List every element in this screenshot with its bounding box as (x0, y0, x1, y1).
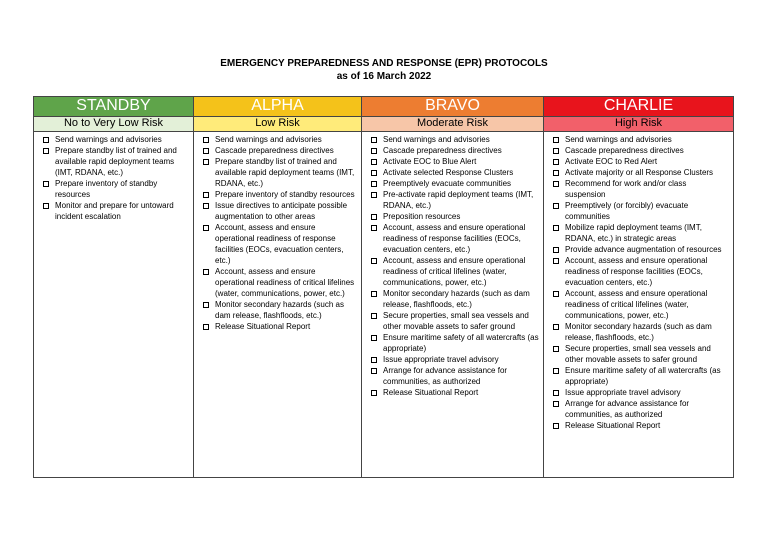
header-bravo: BRAVO (362, 97, 544, 117)
checkbox-bullet-icon (553, 324, 559, 330)
action-item (366, 189, 539, 211)
action-item (548, 145, 729, 156)
action-item (198, 266, 357, 299)
title-line-1: EMERGENCY PREPAREDNESS AND RESPONSE (EPR) PROTOCOLS (220, 58, 548, 69)
action-text: Account, assess and ensure operational readiness of response facilities (EOCs, evacuation centers, etc.) (565, 256, 708, 287)
checkbox-bullet-icon (203, 269, 209, 275)
actions-bravo (362, 132, 544, 478)
risk-bravo: Moderate Risk (362, 117, 544, 132)
action-item (38, 200, 189, 222)
action-item (366, 178, 539, 189)
risk-alpha: Low Risk (194, 117, 362, 132)
epr-protocols-table (33, 96, 734, 478)
checkbox-bullet-icon (553, 390, 559, 396)
action-item (198, 145, 357, 156)
checkbox-bullet-icon (371, 335, 377, 341)
action-item (548, 420, 729, 431)
checkbox-bullet-icon (203, 225, 209, 231)
action-text: Ensure maritime safety of all watercrafts (as appropriate) (565, 366, 721, 386)
action-item (38, 178, 189, 200)
action-text: Cascade preparedness directives (565, 146, 684, 155)
action-item (366, 222, 539, 255)
action-text: Arrange for advance assistance for communities, as authorized (383, 366, 508, 386)
action-text: Prepare inventory of standby resources (55, 179, 158, 199)
action-item (548, 365, 729, 387)
action-item (198, 189, 357, 200)
checkbox-bullet-icon (203, 159, 209, 165)
action-item (366, 145, 539, 156)
alert-level-header-row (34, 97, 734, 117)
action-text: Release Situational Report (565, 421, 661, 430)
action-text: Issue appropriate travel advisory (565, 388, 681, 397)
action-text: Monitor secondary hazards (such as dam release, flashfloods, etc.) (383, 289, 530, 309)
checkbox-bullet-icon (553, 291, 559, 297)
action-text: Activate majority or all Response Clusters (565, 168, 714, 177)
action-text: Monitor secondary hazards (such as dam release, flashfloods, etc.) (565, 322, 712, 342)
checkbox-bullet-icon (553, 423, 559, 429)
action-item (548, 398, 729, 420)
action-text: Arrange for advance assistance for communities, as authorized (565, 399, 690, 419)
action-item (548, 343, 729, 365)
checkbox-bullet-icon (371, 291, 377, 297)
checkbox-bullet-icon (203, 302, 209, 308)
checkbox-bullet-icon (371, 159, 377, 165)
action-item (198, 321, 357, 332)
checkbox-bullet-icon (371, 313, 377, 319)
action-text: Activate selected Response Clusters (383, 168, 514, 177)
checkbox-bullet-icon (553, 225, 559, 231)
checkbox-bullet-icon (203, 324, 209, 330)
action-text: Monitor and prepare for untoward incident escalation (55, 201, 174, 221)
action-item (366, 354, 539, 365)
action-text: Provide advance augmentation of resources (565, 245, 722, 254)
checkbox-bullet-icon (43, 181, 49, 187)
action-text: Prepare standby list of trained and available rapid deployment teams (IMT, RDANA, etc.) (55, 146, 177, 177)
action-item (366, 387, 539, 398)
action-text: Release Situational Report (383, 388, 479, 397)
checkbox-bullet-icon (371, 148, 377, 154)
action-text: Activate EOC to Blue Alert (383, 157, 477, 166)
action-text: Send warnings and advisories (565, 135, 672, 144)
action-text: Activate EOC to Red Alert (565, 157, 658, 166)
action-text: Mobilize rapid deployment teams (IMT, RDANA, etc.) in strategic areas (565, 223, 702, 243)
checkbox-bullet-icon (371, 214, 377, 220)
checkbox-bullet-icon (553, 170, 559, 176)
checkbox-bullet-icon (203, 148, 209, 154)
action-item (198, 299, 357, 321)
action-text: Secure properties, small sea vessels and other movable assets to safer ground (383, 311, 529, 331)
action-item (198, 200, 357, 222)
action-item (548, 288, 729, 321)
risk-standby: No to Very Low Risk (34, 117, 194, 132)
checkbox-bullet-icon (553, 159, 559, 165)
action-text: Account, assess and ensure operational readiness of critical lifelines (water, communications, power, etc.) (215, 267, 355, 298)
action-item (198, 156, 357, 189)
checkbox-bullet-icon (371, 357, 377, 363)
actions-alpha (194, 132, 362, 478)
action-item (366, 211, 539, 222)
action-item (366, 332, 539, 354)
action-item (366, 310, 539, 332)
action-text: Account, assess and ensure operational readiness of response facilities (EOCs, evacuation centers, etc.) (215, 223, 344, 265)
action-text: Preposition resources (383, 212, 461, 221)
action-item (548, 200, 729, 222)
checkbox-bullet-icon (371, 137, 377, 143)
action-text: Recommend for work and/or class suspension (565, 179, 687, 199)
action-text: Prepare inventory of standby resources (215, 190, 355, 199)
action-item (38, 145, 189, 178)
action-item (198, 222, 357, 266)
action-text: Preemptively evacuate communities (383, 179, 512, 188)
checkbox-bullet-icon (371, 225, 377, 231)
checkbox-bullet-icon (371, 390, 377, 396)
title-line-2: as of 16 March 2022 (336, 71, 432, 82)
action-text: Send warnings and advisories (215, 135, 322, 144)
action-text: Secure properties, small sea vessels and other movable assets to safer ground (565, 344, 711, 364)
action-list (362, 134, 543, 398)
action-text: Release Situational Report (215, 322, 311, 331)
action-text: Preemptively (or forcibly) evacuate communities (565, 201, 689, 221)
checkbox-bullet-icon (43, 148, 49, 154)
action-item (548, 156, 729, 167)
checkbox-bullet-icon (371, 181, 377, 187)
action-item (548, 321, 729, 343)
action-item (548, 255, 729, 288)
checkbox-bullet-icon (553, 137, 559, 143)
checkbox-bullet-icon (553, 258, 559, 264)
action-text: Issue directives to anticipate possible augmentation to other areas (215, 201, 348, 221)
checkbox-bullet-icon (553, 148, 559, 154)
checkbox-bullet-icon (553, 203, 559, 209)
action-text: Prepare standby list of trained and available rapid deployment teams (IMT, RDANA, etc.) (215, 157, 355, 188)
action-list (194, 134, 361, 332)
checkbox-bullet-icon (371, 170, 377, 176)
action-item (548, 222, 729, 244)
checkbox-bullet-icon (553, 368, 559, 374)
action-text: Send warnings and advisories (383, 135, 490, 144)
action-text: Account, assess and ensure operational readiness of response facilities (EOCs, evacuation centers, etc.) (383, 223, 526, 254)
action-text: Ensure maritime safety of all watercrafts (as appropriate) (383, 333, 539, 353)
action-item (38, 134, 189, 145)
action-text: Account, assess and ensure operational readiness of critical lifelines (water, communications, power, etc.) (383, 256, 526, 287)
checkbox-bullet-icon (371, 192, 377, 198)
checkbox-bullet-icon (553, 346, 559, 352)
checkbox-bullet-icon (203, 137, 209, 143)
action-text: Account, assess and ensure operational readiness of critical lifelines (water, communications, power, etc.) (565, 289, 708, 320)
risk-charlie: High Risk (544, 117, 734, 132)
action-text: Send warnings and advisories (55, 135, 162, 144)
action-item (366, 288, 539, 310)
action-item (366, 167, 539, 178)
header-standby: STANDBY (34, 97, 194, 117)
actions-standby (34, 132, 194, 478)
checkbox-bullet-icon (203, 192, 209, 198)
action-item (548, 178, 729, 200)
checkbox-bullet-icon (43, 203, 49, 209)
checkbox-bullet-icon (371, 258, 377, 264)
header-charlie: CHARLIE (544, 97, 734, 117)
action-item (366, 255, 539, 288)
action-list (34, 134, 193, 222)
protocol-actions-row (34, 132, 734, 478)
checkbox-bullet-icon (371, 368, 377, 374)
checkbox-bullet-icon (43, 137, 49, 143)
action-text: Issue appropriate travel advisory (383, 355, 499, 364)
action-text: Monitor secondary hazards (such as dam release, flashfloods, etc.) (215, 300, 344, 320)
action-text: Pre-activate rapid deployment teams (IMT, RDANA, etc.) (383, 190, 534, 210)
action-item (548, 244, 729, 255)
action-item (366, 134, 539, 145)
checkbox-bullet-icon (203, 203, 209, 209)
action-item (366, 365, 539, 387)
action-item (548, 387, 729, 398)
action-list (544, 134, 733, 431)
action-item (366, 156, 539, 167)
checkbox-bullet-icon (553, 181, 559, 187)
risk-level-row (34, 117, 734, 132)
action-item (548, 134, 729, 145)
checkbox-bullet-icon (553, 401, 559, 407)
actions-charlie (544, 132, 734, 478)
action-text: Cascade preparedness directives (215, 146, 334, 155)
header-alpha: ALPHA (194, 97, 362, 117)
checkbox-bullet-icon (553, 247, 559, 253)
action-item (198, 134, 357, 145)
document-title (0, 57, 768, 83)
action-text: Cascade preparedness directives (383, 146, 502, 155)
action-item (548, 167, 729, 178)
